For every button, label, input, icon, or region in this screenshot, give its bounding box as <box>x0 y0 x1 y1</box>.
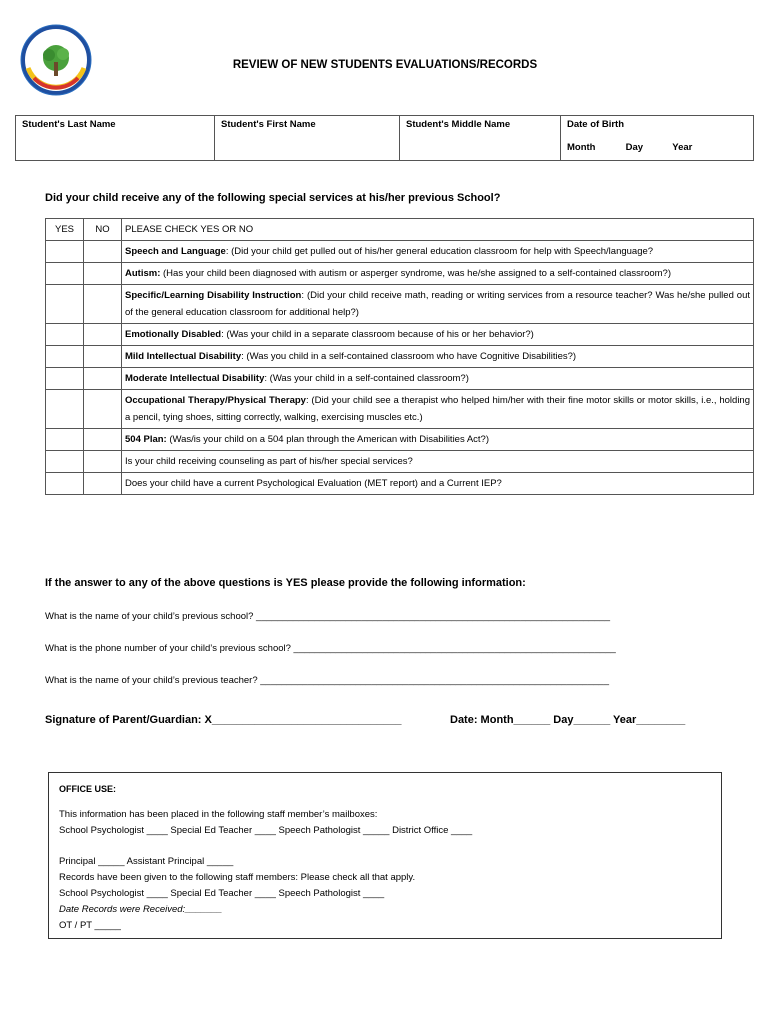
no-checkbox-cell[interactable] <box>84 346 122 368</box>
no-header: NO <box>84 219 122 241</box>
service-label: 504 Plan: <box>125 434 167 445</box>
service-label: Moderate Intellectual Disability <box>125 373 265 384</box>
yes-checkbox-cell[interactable] <box>46 285 84 324</box>
service-description <box>122 324 754 346</box>
office-line: School Psychologist ____ Special Ed Teacher ____ Speech Pathologist _____ District Office ____ <box>59 825 473 836</box>
no-checkbox-cell[interactable] <box>84 241 122 263</box>
yes-checkbox-cell[interactable] <box>46 346 84 368</box>
service-description <box>122 368 754 390</box>
service-text: (Has your child been diagnosed with autism or asperger syndrome, was he/she assigned to a self-contained classroom?) <box>160 268 671 279</box>
service-label: Speech and Language <box>125 246 226 257</box>
no-checkbox-cell[interactable] <box>84 473 122 495</box>
yes-checkbox-cell[interactable] <box>46 241 84 263</box>
service-row <box>46 451 754 473</box>
services-table <box>45 218 754 495</box>
service-description <box>122 473 754 495</box>
service-text: : (Did your child receive math, reading or writing services from a resource teacher? Was he/she pulled out of the general education classroom for additional help?) <box>125 290 750 318</box>
office-use-heading: OFFICE USE: <box>59 784 117 794</box>
no-checkbox-cell[interactable] <box>84 368 122 390</box>
check-header: PLEASE CHECK YES OR NO <box>122 219 754 241</box>
no-checkbox-cell[interactable] <box>84 451 122 473</box>
service-text: : (Was your child in a self-contained classroom?) <box>264 373 469 384</box>
yes-header: YES <box>46 219 84 241</box>
yes-checkbox-cell[interactable] <box>46 390 84 429</box>
dob-month-label: Month <box>567 142 596 153</box>
no-checkbox-cell[interactable] <box>84 429 122 451</box>
yes-checkbox-cell[interactable] <box>46 368 84 390</box>
parent-signature-line[interactable]: Signature of Parent/Guardian: X_______________________________ <box>45 714 402 726</box>
yes-checkbox-cell[interactable] <box>46 429 84 451</box>
service-row <box>46 285 754 324</box>
student-info-table <box>15 115 754 161</box>
office-line: Principal _____ Assistant Principal _____ <box>59 856 234 867</box>
dob-day-label: Day <box>625 142 644 153</box>
ot-pt-line: OT / PT _____ <box>59 920 121 931</box>
service-text: Does your child have a current Psychological Evaluation (MET report) and a Current IEP? <box>125 478 502 489</box>
dob-year-label: Year <box>672 142 693 153</box>
no-checkbox-cell[interactable] <box>84 263 122 285</box>
previous-teacher-line[interactable]: What is the name of your child’s previous teacher? __________________________________________________________________ <box>45 675 609 686</box>
service-description <box>122 390 754 429</box>
date-of-birth-field[interactable]: Date of Birth Month Day Year <box>561 116 754 161</box>
service-row <box>46 390 754 429</box>
service-row <box>46 346 754 368</box>
service-row <box>46 263 754 285</box>
signature-date-line[interactable]: Date: Month______ Day______ Year________ <box>450 714 686 726</box>
service-description <box>122 285 754 324</box>
no-checkbox-cell[interactable] <box>84 390 122 429</box>
service-text: Is your child receiving counseling as part of his/her special services? <box>125 456 413 467</box>
service-text: : (Did your child see a therapist who helped him/her with their fine motor skills or motor skills, i.e., holding a pencil, tying shoes, sitting correctly, walking, exercising muscles etc.) <box>125 395 750 423</box>
date-records-received: Date Records were Received:_______ <box>59 904 223 915</box>
service-label: Specific/Learning Disability Instruction <box>125 290 302 301</box>
service-description <box>122 263 754 285</box>
service-row <box>46 429 754 451</box>
service-label: Emotionally Disabled <box>125 329 222 340</box>
service-text: (Was/is your child on a 504 plan through the American with Disabilities Act?) <box>166 434 489 445</box>
service-description <box>122 429 754 451</box>
service-description <box>122 346 754 368</box>
yes-checkbox-cell[interactable] <box>46 324 84 346</box>
office-use-box <box>48 772 722 939</box>
service-row <box>46 368 754 390</box>
office-line: Records have been given to the following staff members: Please check all that apply. <box>59 872 416 883</box>
services-question: Did your child receive any of the following special services at his/her previous School? <box>45 192 501 204</box>
service-text: : (Was you child in a self-contained classroom who have Cognitive Disabilities?) <box>241 351 577 362</box>
service-label: Occupational Therapy/Physical Therapy <box>125 395 306 406</box>
no-checkbox-cell[interactable] <box>84 324 122 346</box>
service-row <box>46 241 754 263</box>
service-label: Mild Intellectual Disability <box>125 351 242 362</box>
previous-school-phone-line[interactable]: What is the phone number of your child’s previous school? _____________________________________________________________ <box>45 643 616 654</box>
office-line: This information has been placed in the following staff member’s mailboxes: <box>59 809 378 820</box>
yes-checkbox-cell[interactable] <box>46 473 84 495</box>
service-row <box>46 473 754 495</box>
office-line: School Psychologist ____ Special Ed Teacher ____ Speech Pathologist ____ <box>59 888 385 899</box>
service-row <box>46 324 754 346</box>
service-text: : (Was your child in a separate classroom because of his or her behavior?) <box>221 329 534 340</box>
page-title: REVIEW OF NEW STUDENTS EVALUATIONS/RECORDS <box>232 59 538 71</box>
first-name-field[interactable]: Student's First Name <box>215 116 400 161</box>
yes-checkbox-cell[interactable] <box>46 451 84 473</box>
service-label: Autism: <box>125 268 161 279</box>
no-checkbox-cell[interactable] <box>84 285 122 324</box>
service-description <box>122 451 754 473</box>
previous-school-name-line[interactable]: What is the name of your child’s previous school? ___________________________________________________________________ <box>45 611 611 622</box>
yes-checkbox-cell[interactable] <box>46 263 84 285</box>
last-name-field[interactable]: Student's Last Name <box>16 116 215 161</box>
service-text: : (Did your child get pulled out of his/her general education classroom for help with Speech/language? <box>225 246 654 257</box>
answer-heading: If the answer to any of the above questions is YES please provide the following information: <box>45 577 526 589</box>
middle-name-field[interactable]: Student's Middle Name <box>400 116 561 161</box>
service-description <box>122 241 754 263</box>
